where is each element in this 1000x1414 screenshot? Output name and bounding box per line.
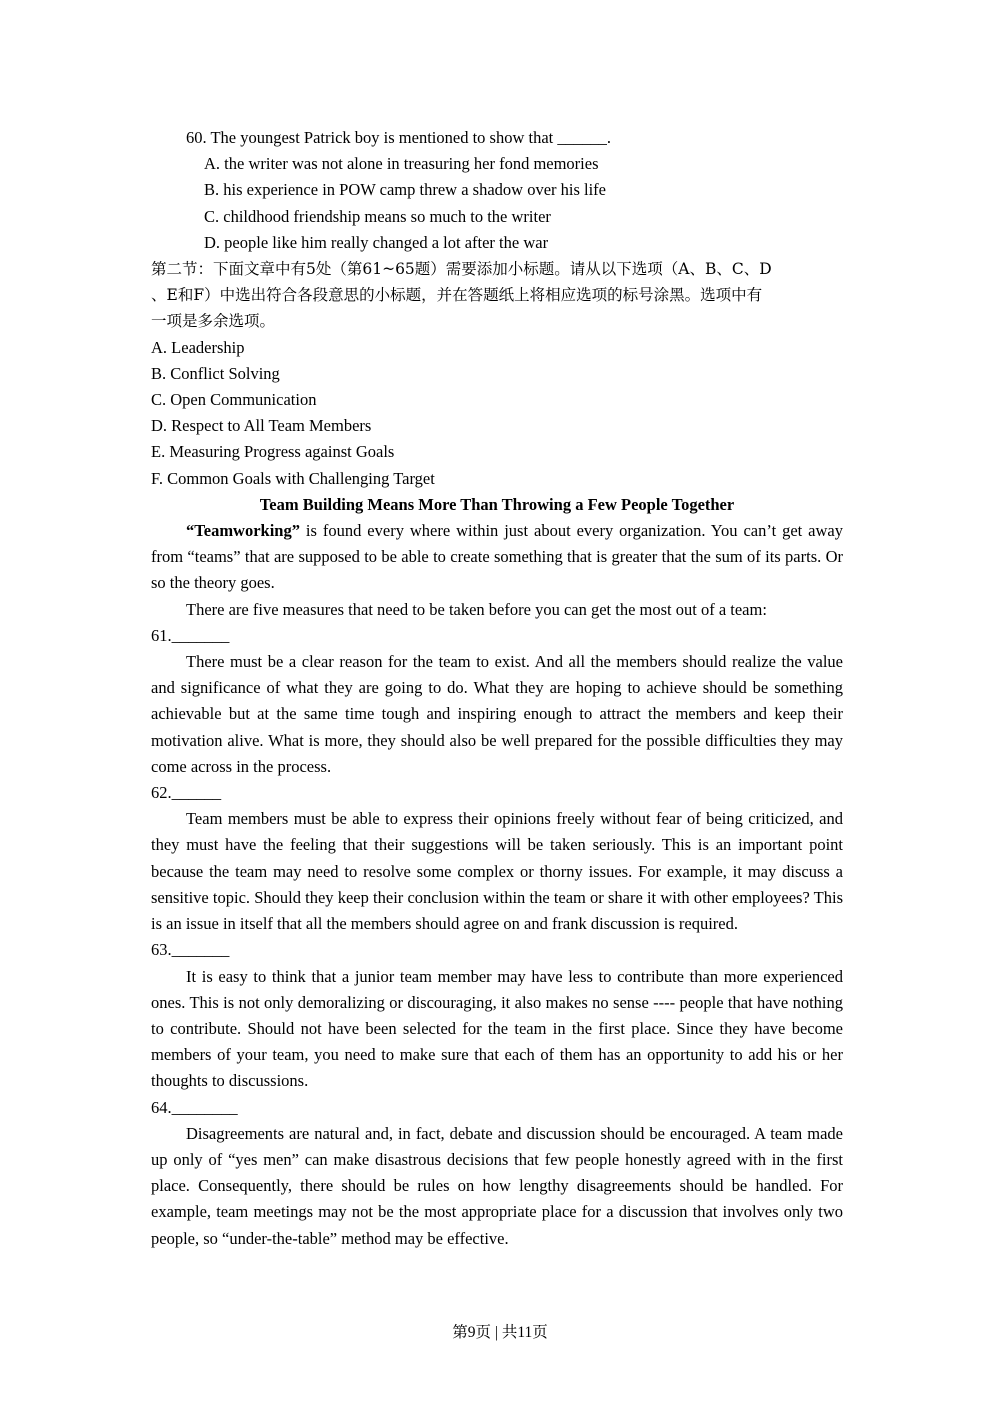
question-60-option-c: C. childhood friendship means so much to the writer [204,206,551,226]
heading-option-e: E. Measuring Progress against Goals [151,442,395,462]
heading-option-a: A. Leadership [151,337,245,357]
heading-option-f: F. Common Goals with Challenging Target [151,468,435,488]
article-intro [151,518,843,597]
question-60-stem: 60. The youngest Patrick boy is mentioned to show that ______. [186,128,611,147]
article-title: Team Building Means More Than Throwing a Few People Together [259,494,735,514]
question-60-option-a: A. the writer was not alone in treasuring her fond memories [204,154,599,174]
page-footer: 第9页 | 共11页 [452,1324,548,1341]
heading-option-d: D. Respect to All Team Members [151,416,372,436]
paragraph-64: Disagreements are natural and, in fact, debate and discussion should be encouraged. A team made up only of “yes men” can make disastrous decisions that few people honestly agreed with in the first place. Consequently, there should be rules on how lengthy disagreements should be handled. For example, team meetings may not be the most appropriate place for a discussion that involves only two people, so “under-the-table” method may be effective. [151,1123,843,1248]
question-60-option-d: D. people like him really changed a lot after the war [204,232,549,252]
intro-text: is found every where within just about every organization. You can’t get away from “teams” that are supposed to be able to create something that is greater that the sum of its parts. Or so the theory goes. [151,521,843,593]
paragraph-62: Team members must be able to express their opinions freely without fear of being criticized, and they must have the feeling that their suggestions will be taken seriously. This is an important point because the team may need to resolve some complex or thorny issues. For example, it may discuss a sensitive topic. Should they keep their conclusion within the team or share it with other employees? This is an issue in itself that all the members should agree on and frank discussion is required. [151,809,843,934]
blank-63: 63._______ [151,940,230,960]
heading-option-b: B. Conflict Solving [151,363,280,383]
section2-instructions-line2: 、E和F）中选出符合各段意思的小标题，并在答题纸上将相应选项的标号涂黑。选项中有 [151,286,763,305]
exam-page [151,125,843,1252]
section2-instructions-line3: 一项是多余选项。 [151,312,276,331]
paragraph-61: There must be a clear reason for the team to exist. And all the members should realize the value and significance of what they are going to do. What they are hoping to achieve should be something achievable but at the same time tough and inspiring enough to attract the members and keep their motivation alive. What is more, they should also be well prepared for the possible difficulties they may come across in the process. [151,652,843,776]
blank-64: 64.________ [151,1097,238,1117]
blank-61: 61._______ [151,625,230,645]
paragraph-63: It is easy to think that a junior team member may have less to contribute than more experienced ones. This is not only demoralizing or discouraging, it also makes no sense ---- people that have nothing to contribute. Should not have been selected for the team in the first place. Since they have become members of your team, you need to make sure that each of them has an opportunity to add his or her thoughts to discussions. [151,966,843,1091]
question-60-option-b: B. his experience in POW camp threw a shadow over his life [204,180,607,200]
blank-62: 62.______ [151,783,222,803]
intro-bold-term: “Teamworking” [186,521,300,541]
section2-instructions-line1: 第二节：下面文章中有5处（第61~65题）需要添加小标题。请从以下选项（A、B、C、D [151,260,772,279]
heading-option-c: C. Open Communication [151,390,317,410]
article-lead-in: There are five measures that need to be taken before you can get the most out of a team: [186,599,767,619]
